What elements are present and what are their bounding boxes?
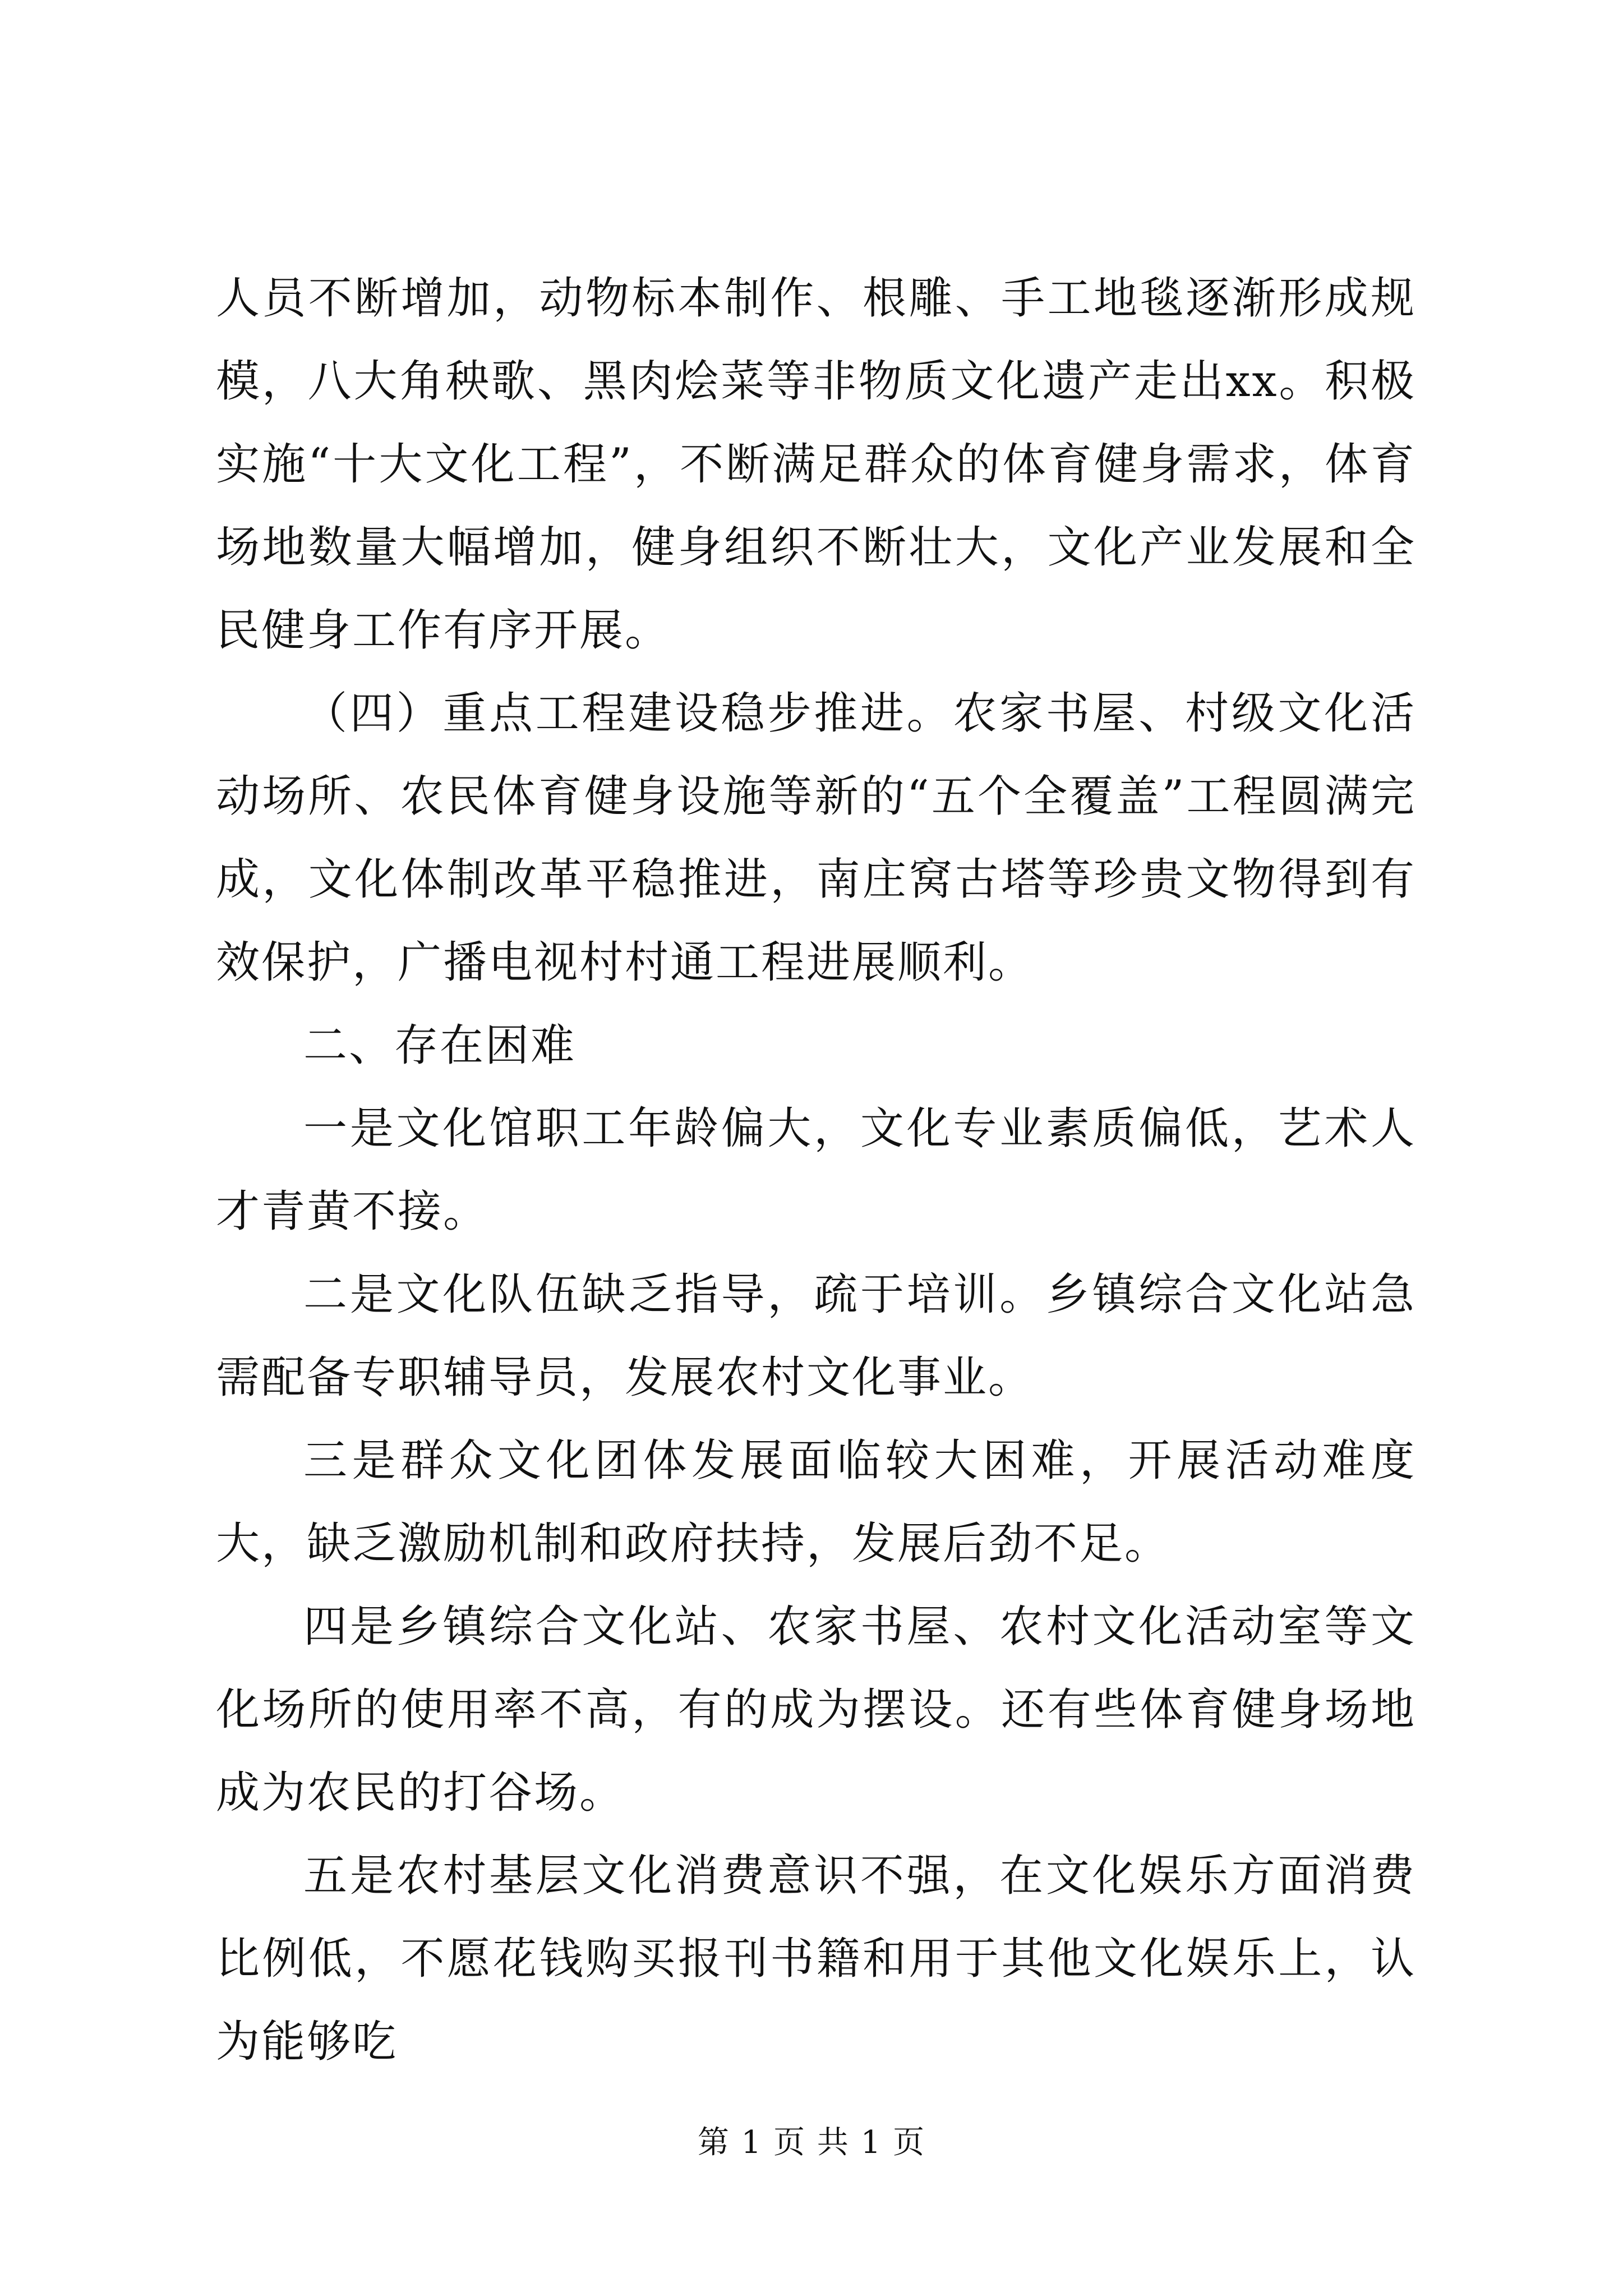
section-heading-difficulties: 二、存在困难: [303, 1020, 577, 1071]
paragraph-difficulty-five: 五是农村基层文化消费意识不强，在文化娱乐方面消费比例低，不愿花钱购买报刊书籍和用于其他文化娱乐上，认为能够吃: [216, 1851, 1416, 2067]
paragraph-difficulty-three: 三是群众文化团体发展面临较大困难，开展活动难度大，缺乏激励机制和政府扶持，发展后劲不足。: [216, 1435, 1416, 1569]
paragraph-difficulty-four: 四是乡镇综合文化站、农家书屋、农村文化活动室等文化场所的使用率不高，有的成为摆设。还有些体育健身场地成为农民的打谷场。: [216, 1602, 1416, 1818]
paragraph-difficulty-two: 二是文化队伍缺乏指导，疏于培训。乡镇综合文化站急需配备专职辅导员，发展农村文化事业。: [216, 1269, 1416, 1403]
paragraph-difficulty-one: 一是文化馆职工年龄偏大，文化专业素质偏低，艺术人才青黄不接。: [216, 1103, 1416, 1237]
paragraph-section-four: （四）重点工程建设稳步推进。农家书屋、村级文化活动场所、农民体育健身设施等新的“五个全覆盖”工程圆满完成，文化体制改革平稳推进，南庄窝古塔等珍贵文物得到有效保护，广播电视村村通工程进展顺利。: [216, 688, 1416, 988]
paragraph-continuation: 人员不断增加，动物标本制作、根雕、手工地毯逐渐形成规模，八大角秧歌、黑肉烩菜等非物质文化遗产走出xx。积极实施“十大文化工程”，不断满足群众的体育健身需求，体育场地数量大幅增加，健身组织不断壮大，文化产业发展和全民健身工作有序开展。: [216, 273, 1416, 656]
page-number-label: 第 1 页 共 1 页: [697, 2124, 926, 2161]
page-footer: [0, 2120, 1623, 2165]
document-body: [216, 257, 1416, 2083]
